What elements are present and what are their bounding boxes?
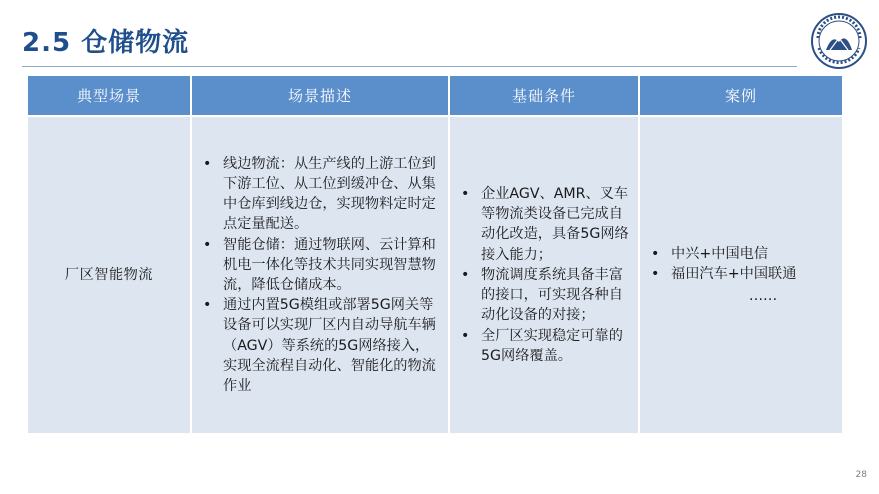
table-row <box>27 116 843 434</box>
title-divider <box>22 66 797 67</box>
description-cell <box>191 116 449 434</box>
condition-item: • 企业AGV、AMR、叉车等物流类设备已完成自动化改造，具备5G网络接入能力； <box>475 184 631 265</box>
conditions-cell <box>449 116 639 434</box>
case-item: • 福田汽车+中国联通 <box>665 264 835 284</box>
university-logo-icon <box>810 12 868 70</box>
slide-title: 2.5 仓储物流 <box>22 28 190 58</box>
header-typical-scene: 典型场景 <box>27 75 191 116</box>
case-item: • 中兴+中国电信 <box>665 244 835 264</box>
table-header-row <box>27 75 843 116</box>
page-number: 28 <box>855 470 867 480</box>
condition-item: • 物流调度系统具备丰富的接口，可实现各种自动化设备的对接； <box>475 265 631 326</box>
header-cases: 案例 <box>639 75 843 116</box>
description-item: • 线边物流：从生产线的上游工位到下游工位、从工位到缓冲仓、从集中仓库到线边仓，实现物料定时定点定量配送。 <box>217 154 437 235</box>
header-scene-description: 场景描述 <box>191 75 449 116</box>
header-basic-conditions: 基础条件 <box>449 75 639 116</box>
logistics-table <box>26 74 844 435</box>
description-item: • 智能仓储：通过物联网、云计算和机电一体化等技术共同实现智慧物流，降低仓储成本。 <box>217 235 437 296</box>
cases-cell <box>639 116 843 434</box>
condition-item: • 全厂区实现稳定可靠的5G网络覆盖。 <box>475 326 631 366</box>
scene-cell: 厂区智能物流 <box>27 116 191 434</box>
description-item: • 通过内置5G模组或部署5G网关等设备可以实现厂区内自动导航车辆（AGV）等系统的5G网络接入，实现全流程自动化、智能化的物流作业 <box>217 295 437 396</box>
cases-ellipsis: …… <box>748 288 778 305</box>
